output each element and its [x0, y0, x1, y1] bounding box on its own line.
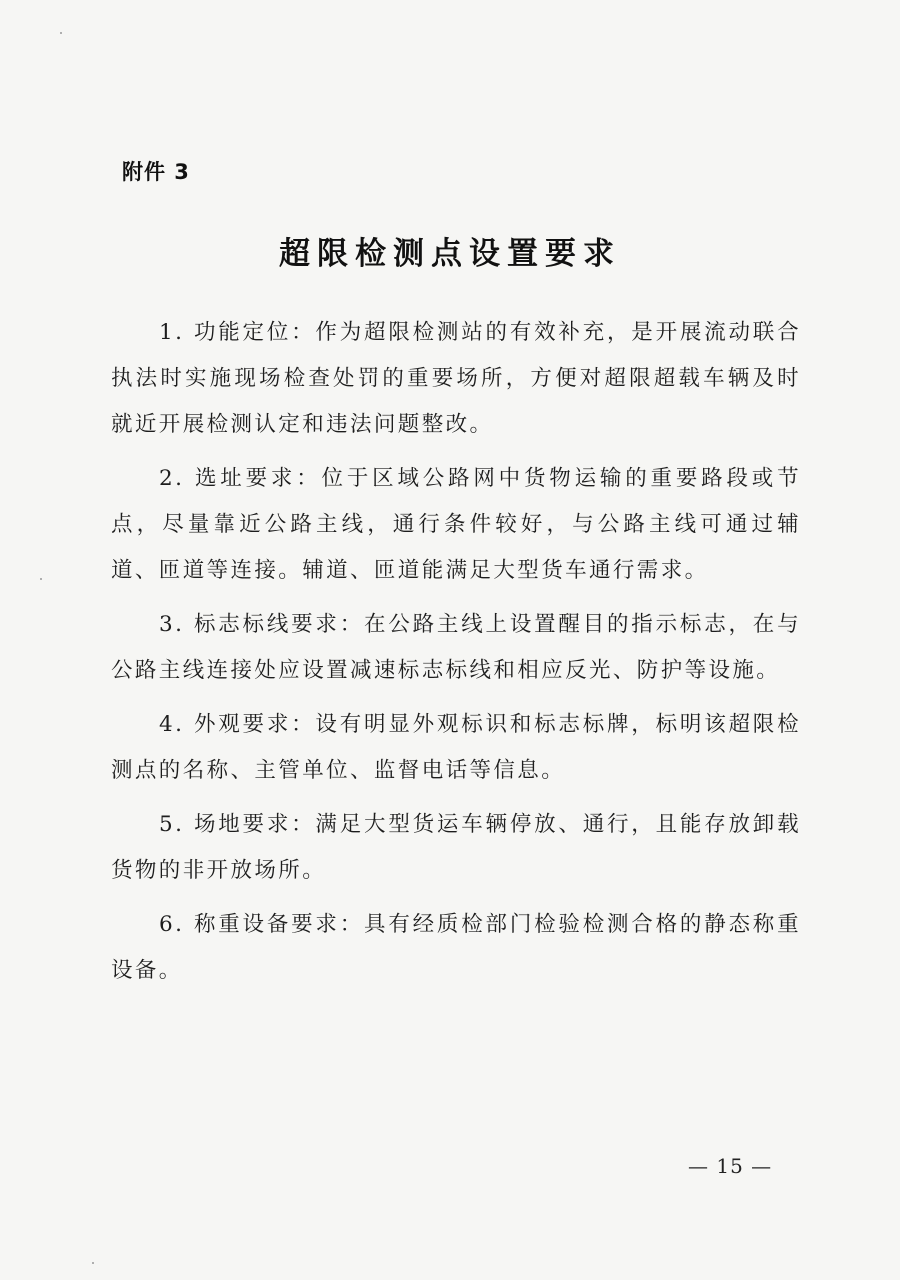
paragraph-weighing-equipment: 6. 称重设备要求：具有经质检部门检验检测合格的静态称重设备。 [111, 912, 801, 983]
page-number: — 15 — [688, 1154, 773, 1178]
scan-speck [40, 578, 42, 580]
scan-speck [92, 1262, 94, 1264]
document-body [111, 310, 801, 1002]
document-title: 超限检测点设置要求 [279, 236, 621, 272]
paragraph-site-area: 5. 场地要求：满足大型货运车辆停放、通行，且能存放卸载货物的非开放场所。 [111, 812, 801, 883]
paragraph-appearance: 4. 外观要求：设有明显外观标识和标志标牌，标明该超限检测点的名称、主管单位、监督电话等信息。 [111, 712, 801, 783]
paragraph-function-positioning: 1. 功能定位：作为超限检测站的有效补充，是开展流动联合执法时实施现场检查处罚的重要场所，方便对超限超载车辆及时就近开展检测认定和违法问题整改。 [111, 320, 801, 437]
paragraph-signs-markings: 3. 标志标线要求：在公路主线上设置醒目的指示标志，在与公路主线连接处应设置减速标志标线和相应反光、防护等设施。 [111, 612, 801, 683]
attachment-label: 附件 3 [122, 160, 190, 184]
scan-speck [60, 32, 62, 34]
paragraph-site-selection: 2. 选址要求：位于区域公路网中货物运输的重要路段或节点，尽量靠近公路主线，通行条件较好，与公路主线可通过辅道、匝道等连接。辅道、匝道能满足大型货车通行需求。 [111, 466, 801, 583]
